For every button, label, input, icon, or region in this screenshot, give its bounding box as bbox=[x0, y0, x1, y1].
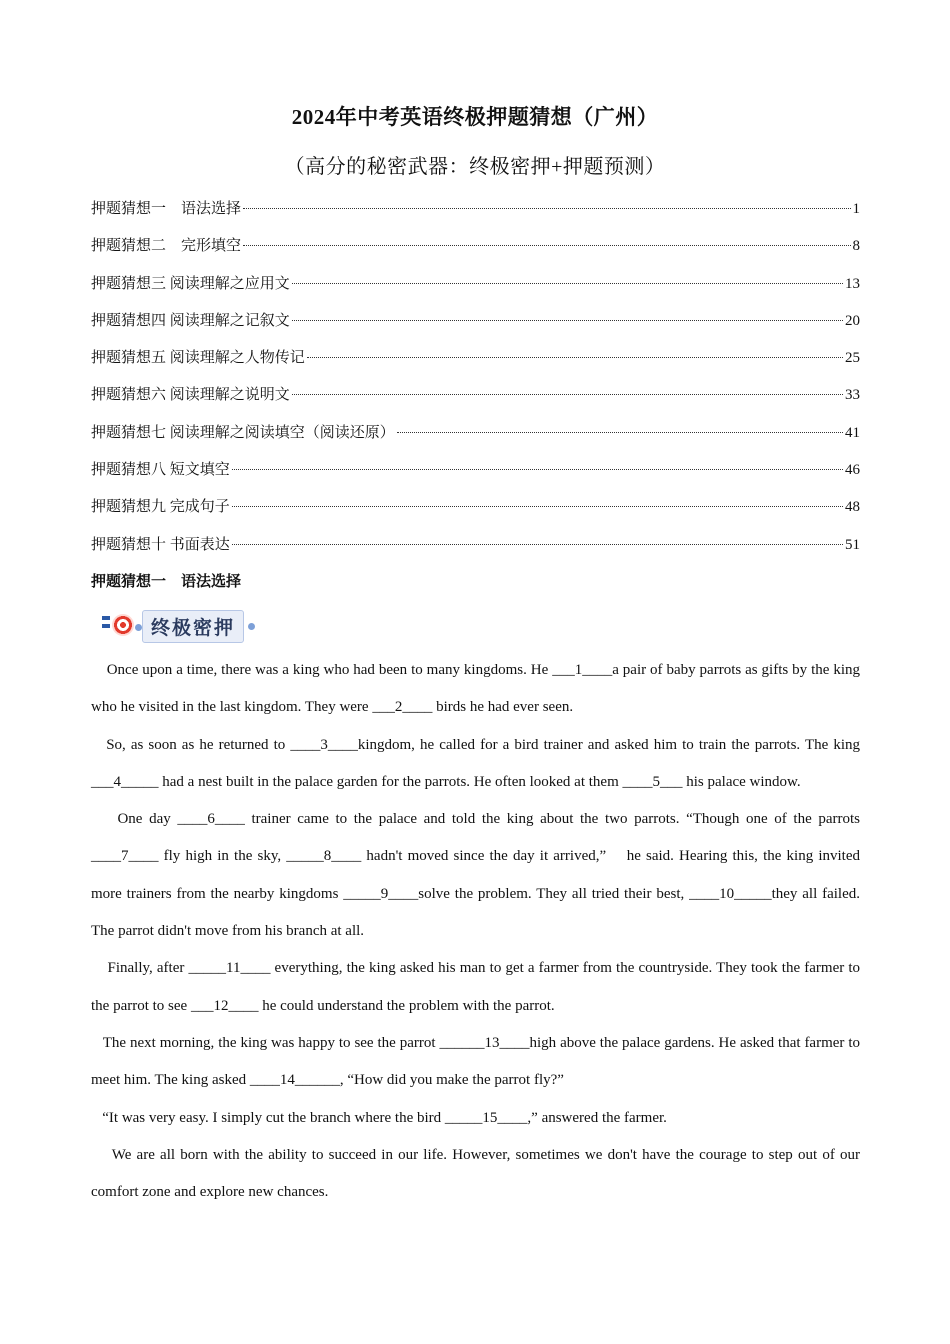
toc-item-page: 1 bbox=[852, 201, 860, 217]
toc-item-label: 押题猜想七 阅读理解之阅读填空（阅读还原） bbox=[91, 424, 395, 441]
toc-item-page: 46 bbox=[845, 462, 860, 479]
toc-item-page: 20 bbox=[845, 312, 860, 329]
toc-leader-dots bbox=[232, 544, 843, 545]
reading-passage bbox=[91, 652, 864, 1211]
section-heading: 押题猜想一 语法选择 bbox=[91, 574, 242, 590]
toc-item-page: 25 bbox=[845, 350, 860, 367]
table-of-contents bbox=[91, 197, 860, 570]
toc-leader-dots bbox=[232, 506, 843, 507]
toc-item[interactable] bbox=[91, 495, 860, 532]
toc-item[interactable] bbox=[91, 197, 860, 234]
toc-item-label: 押题猜想六 阅读理解之说明文 bbox=[91, 387, 290, 404]
toc-item-page: 33 bbox=[845, 387, 860, 404]
banner-label: 终极密押 bbox=[142, 610, 244, 643]
toc-item-label: 押题猜想一 语法选择 bbox=[91, 201, 242, 217]
toc-item[interactable] bbox=[91, 309, 860, 346]
toc-leader-dots bbox=[243, 245, 850, 246]
page-subtitle: （高分的秘密武器：终极密押+押题预测） bbox=[284, 156, 666, 178]
toc-leader-dots bbox=[397, 432, 843, 433]
toc-item-page: 48 bbox=[845, 499, 860, 516]
banner-dot-icon bbox=[248, 623, 255, 630]
toc-item-label: 押题猜想五 阅读理解之人物传记 bbox=[91, 350, 305, 367]
toc-leader-dots bbox=[292, 283, 843, 284]
toc-item-label: 押题猜想九 完成句子 bbox=[91, 499, 230, 516]
toc-item[interactable] bbox=[91, 383, 860, 420]
toc-item-page: 41 bbox=[845, 424, 860, 441]
toc-item-label: 押题猜想十 书面表达 bbox=[91, 536, 230, 553]
toc-item-label: 押题猜想四 阅读理解之记叙文 bbox=[91, 312, 290, 329]
toc-leader-dots bbox=[307, 357, 843, 358]
toc-leader-dots bbox=[292, 320, 843, 321]
toc-item-page: 51 bbox=[845, 536, 860, 553]
toc-item[interactable] bbox=[91, 421, 860, 458]
toc-item[interactable] bbox=[91, 346, 860, 383]
page-title: 2024年中考英语终极押题猜想（广州） bbox=[291, 105, 659, 129]
toc-item[interactable] bbox=[91, 272, 860, 309]
toc-item-label: 押题猜想三 阅读理解之应用文 bbox=[91, 275, 290, 292]
toc-item-label: 押题猜想二 完形填空 bbox=[91, 238, 242, 255]
passage-paragraph: Once upon a time, there was a king who had been to many kingdoms. He ___1____a pair of baby parrots as gifts by the king who he visited in the last kingdom. They were ___2____ birds he had ever seen. bbox=[91, 662, 864, 716]
passage-paragraph: We are all born with the ability to succeed in our life. However, sometimes we don't have the courage to step out of our comfort zone and explore new chances. bbox=[91, 1146, 864, 1201]
passage-paragraph: One day ____6____ trainer came to the palace and told the king about the two parrots. “Though one of the parrots ____7____ fly high in the sky, _____8____ hadn't moved since the day it arrived,” he said. Hearing this, the king invited more trainers from the nearby kingdoms _____9____solve the problem. They all tried their best, ____10_____they all failed. The parrot didn't move from his branch at all. bbox=[91, 811, 864, 940]
toc-item[interactable] bbox=[91, 458, 860, 495]
passage-paragraph: Finally, after _____11____ everything, the king asked his man to get a farmer from the countryside. They took the farmer to the parrot to see ___12____ he could understand the problem with the parrot. bbox=[91, 960, 864, 1014]
toc-item-page: 8 bbox=[852, 238, 860, 255]
toc-leader-dots bbox=[292, 394, 843, 395]
passage-paragraph: So, as soon as he returned to ____3____kingdom, he called for a bird trainer and asked him to train the parrots. The king ___4_____ had a nest built in the palace garden for the parrots. He often looked at them ____5___ his palace window. bbox=[91, 736, 864, 790]
toc-item-page: 13 bbox=[845, 275, 860, 292]
passage-paragraph: “It was very easy. I simply cut the branch where the bird _____15____,” answered the farmer. bbox=[91, 1109, 667, 1126]
toc-leader-dots bbox=[243, 208, 850, 209]
section-banner bbox=[100, 607, 270, 645]
passage-paragraph: The next morning, the king was happy to see the parrot ______13____high above the palace gardens. He asked that farmer to meet him. The king asked ____14______, “How did you make the parrot fly?” bbox=[91, 1034, 864, 1089]
toc-leader-dots bbox=[232, 469, 843, 470]
toc-item[interactable] bbox=[91, 234, 860, 271]
toc-item-label: 押题猜想八 短文填空 bbox=[91, 462, 230, 479]
toc-item[interactable] bbox=[91, 533, 860, 570]
target-icon bbox=[100, 608, 138, 644]
